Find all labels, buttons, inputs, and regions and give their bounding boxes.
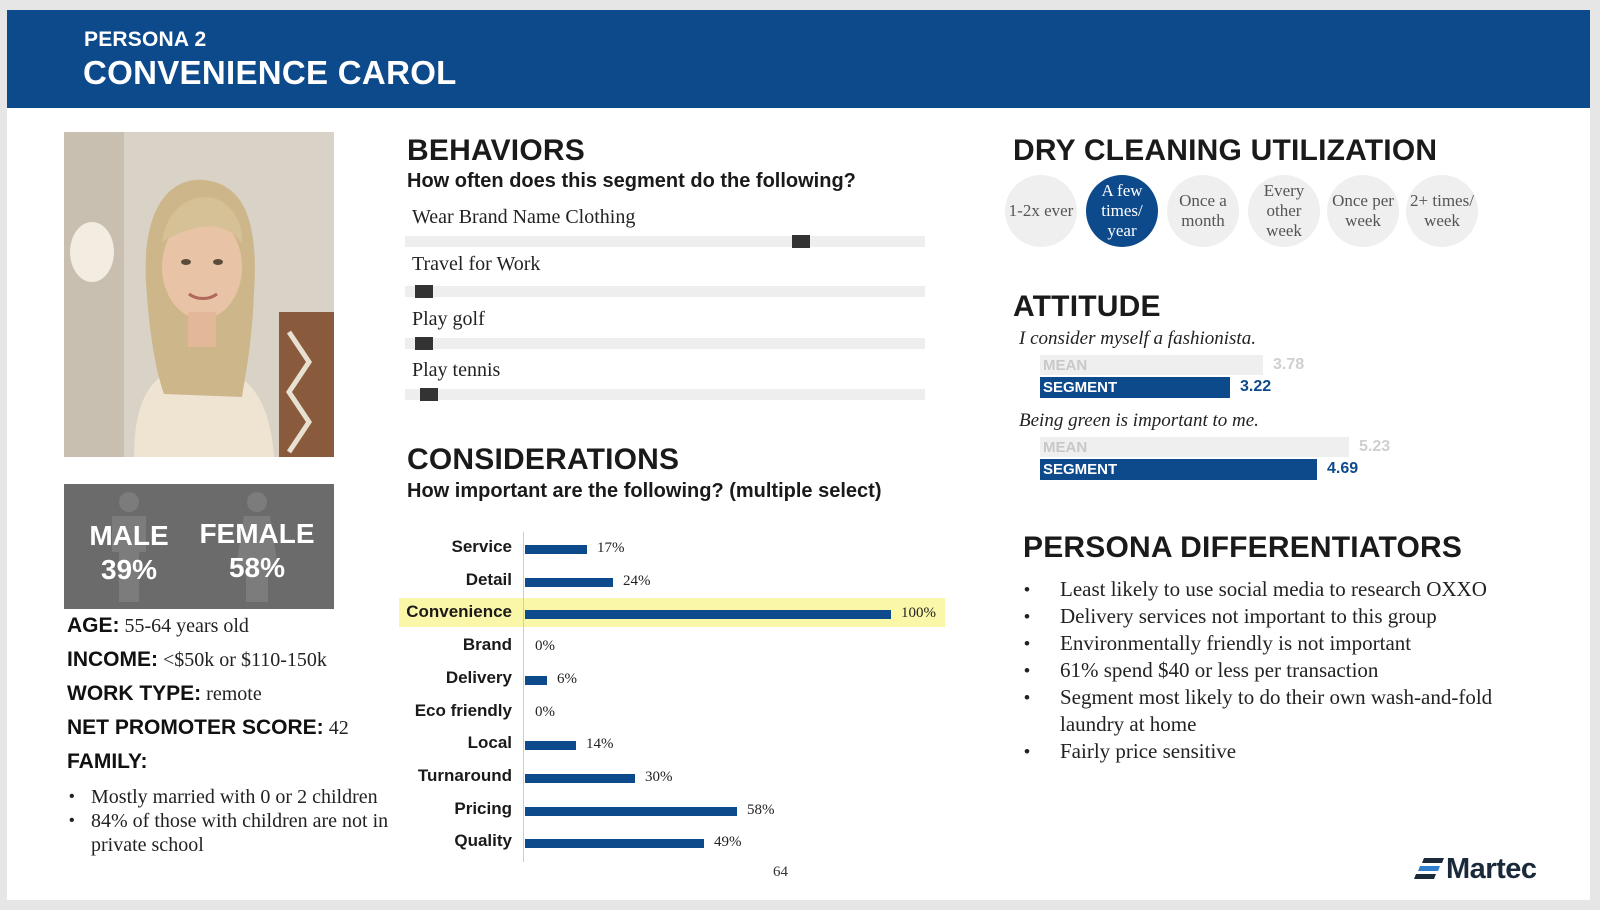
value-label: 17% [597,540,625,556]
differentiator-item: • Fairly price sensitive [1022,738,1542,765]
male-column [64,484,194,609]
differentiator-item: • Delivery services not important to this group [1022,603,1542,630]
consideration-bar [525,578,613,587]
frequency-option [1406,175,1478,247]
family-label: FAMILY: [67,750,148,773]
consideration-bar [525,545,587,554]
frequency-label: 1-2x ever [1008,201,1074,220]
frequency-label: A few times/ year [1101,181,1143,240]
gender-split-panel [64,484,334,609]
work-type-label: WORK TYPE: [67,682,202,705]
female-label: FEMALE [199,518,315,549]
male-label: MALE [89,520,169,551]
martec-logo-icon [1412,856,1446,882]
value-label: 0% [535,704,555,720]
behavior-track [405,286,925,297]
header-banner [7,10,1590,108]
persona-photo [64,132,334,457]
category-label: Brand [462,635,512,654]
considerations-subtitle: How important are the following? (multiple select) [407,480,882,502]
category-label: Turnaround [417,766,512,785]
attitude-title: ATTITUDE [1013,290,1161,323]
consideration-bar [525,676,547,685]
category-label: Eco friendly [414,701,512,720]
female-column [192,484,322,609]
utilization-title: DRY CLEANING UTILIZATION [1013,134,1438,167]
frequency-label: Every other week [1263,181,1305,240]
category-label: Service [451,537,512,556]
income-row [67,648,327,672]
differentiator-item: • Environmentally friendly is not important [1022,630,1542,657]
age-label: AGE: [67,614,120,637]
male-percent: 39% [100,554,158,585]
value-label: 14% [586,736,614,752]
value-label: 24% [623,573,651,589]
work-type-value: remote [206,683,262,705]
family-item: • 84% of those with children are not in private school [67,809,397,857]
persona-photo-illustration [64,132,334,457]
nps-value: 42 [328,717,349,739]
attitude-mean-value: 5.23 [1359,438,1391,455]
age-row [67,614,249,638]
value-label: 0% [535,638,555,654]
attitude-mean-value: 3.78 [1273,356,1305,373]
family-list [67,785,397,857]
consideration-bar [525,839,704,848]
consideration-bar [525,610,891,619]
behavior-label: Play tennis [412,359,501,381]
behavior-marker [415,285,433,298]
category-label: Delivery [445,668,512,687]
value-label: 30% [645,769,673,785]
frequency-option-active [1086,175,1158,247]
behavior-label: Play golf [412,308,485,330]
category-label: Local [467,733,512,752]
company-logo [1412,852,1537,886]
behavior-marker [420,388,438,401]
attitude-segment-value: 3.22 [1240,378,1272,395]
frequency-label: Once a month [1179,191,1227,230]
income-value: <$50k or $110-150k [163,649,327,671]
frequency-label: 2+ times/ week [1410,191,1474,230]
value-label: 6% [557,671,577,687]
attitude-segment-value: 4.69 [1327,460,1359,477]
frequency-option [1327,175,1399,247]
consideration-bar [525,741,576,750]
chart-axis [523,532,524,862]
persona-slide [7,10,1590,900]
behavior-label: Travel for Work [412,253,541,275]
family-item: • Mostly married with 0 or 2 children [67,785,397,809]
differentiator-item: • Least likely to use social media to research OXXO [1022,576,1542,603]
value-label: 49% [714,834,742,850]
nps-label: NET PROMOTER SCORE: [67,716,324,739]
behavior-marker [792,235,810,248]
mean-label: MEAN [1043,439,1088,456]
family-heading [67,750,148,774]
behavior-label: Wear Brand Name Clothing [412,206,636,228]
nps-row [67,716,349,740]
logo-text: Martec [1446,852,1537,885]
category-label: Detail [465,570,512,589]
differentiators-title: PERSONA DIFFERENTIATORS [1023,531,1463,564]
differentiators-list [1022,576,1542,765]
female-percent: 58% [228,552,286,583]
segment-label: SEGMENT [1043,379,1118,396]
category-label: Pricing [454,799,512,818]
behavior-marker [415,337,433,350]
frequency-option [1248,175,1320,247]
attitude-statement: Being green is important to me. [1019,410,1259,431]
income-label: INCOME: [67,648,158,671]
value-label: 58% [747,802,775,818]
behavior-track [405,236,925,247]
consideration-bar [525,807,737,816]
behaviors-title: BEHAVIORS [407,134,585,167]
differentiator-item: • Segment most likely to do their own wash-and-fold laundry at home [1022,684,1542,738]
persona-number: PERSONA 2 [84,28,207,51]
frequency-label: Once per week [1332,191,1394,230]
page-number: 64 [773,864,788,880]
attitude-statement: I consider myself a fashionista. [1019,328,1256,349]
differentiator-item: • 61% spend $40 or less per transaction [1022,657,1542,684]
category-label: Convenience [406,602,512,621]
segment-label: SEGMENT [1043,461,1118,478]
considerations-title: CONSIDERATIONS [407,443,680,476]
work-type-row [67,682,262,706]
category-label: Quality [454,831,512,850]
behavior-track [405,338,925,349]
behaviors-subtitle: How often does this segment do the following? [407,170,856,192]
mean-label: MEAN [1043,357,1088,374]
age-value: 55-64 years old [124,615,249,637]
frequency-option [1167,175,1239,247]
frequency-option [1005,175,1077,247]
consideration-bar [525,774,635,783]
persona-name: CONVENIENCE CAROL [83,54,457,91]
behavior-track [405,389,925,400]
value-label: 100% [901,605,936,621]
